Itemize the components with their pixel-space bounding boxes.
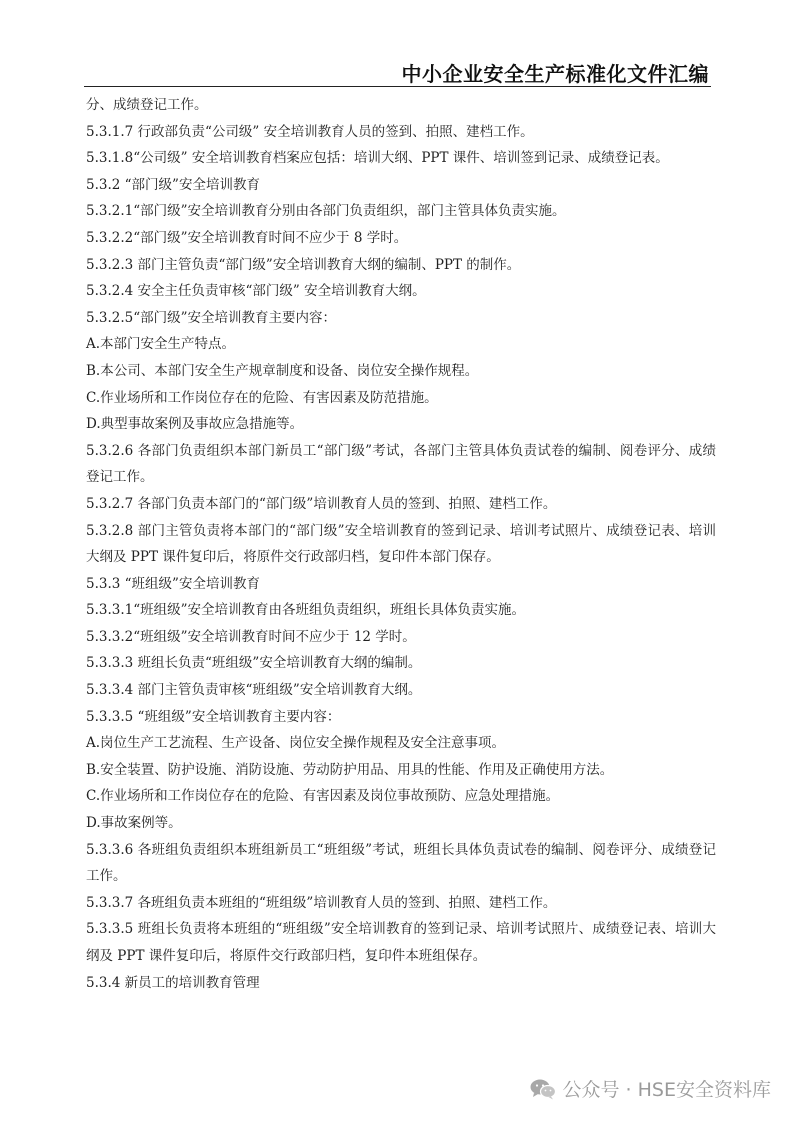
list-item: B.安全装置、防护设施、消防设施、劳动防护用品、用具的性能、作用及正确使用方法。 bbox=[86, 761, 614, 778]
paragraph: 5.3.2.1“部门级”安全培训教育分别由各部门负责组织，部门主管具体负责实施。 bbox=[86, 203, 566, 220]
paragraph: 5.3.3.6 各班组负责组织本班组新员工“班组级”考试，班组长具体负责试卷的编制、阅卷评分、成绩登记工作。 bbox=[86, 841, 716, 885]
paragraph: 5.3.3.1“班组级”安全培训教育由各班组负责组织，班组长具体负责实施。 bbox=[86, 602, 526, 619]
list-item: B.本公司、本部门安全生产规章制度和设备、岗位安全操作规程。 bbox=[86, 362, 479, 379]
section-heading: 5.3.3 “班组级”安全培训教育 bbox=[86, 575, 260, 592]
paragraph: 5.3.2.6 各部门负责组织本部门新员工“部门级”考试，各部门主管具体负责试卷的编制、阅卷评分、成绩登记工作。 bbox=[86, 442, 716, 486]
list-item: C.作业场所和工作岗位存在的危险、有害因素及防范措施。 bbox=[86, 389, 438, 406]
list-item: A.岗位生产工艺流程、生产设备、岗位安全操作规程及安全注意事项。 bbox=[86, 735, 506, 752]
paragraph: 5.3.3.2“班组级”安全培训教育时间不应少于 12 学时。 bbox=[86, 628, 416, 645]
section-heading: 5.3.4 新员工的培训教育管理 bbox=[86, 974, 260, 991]
watermark bbox=[529, 1075, 771, 1102]
list-item: A.本部门安全生产特点。 bbox=[86, 336, 236, 353]
section-heading: 5.3.2 “部门级”安全培训教育 bbox=[86, 176, 260, 193]
paragraph: 5.3.3.5 “班组级”安全培训教育主要内容： bbox=[86, 708, 341, 725]
paragraph: 5.3.2.5“部门级”安全培训教育主要内容： bbox=[86, 309, 337, 326]
paragraph: 分、成绩登记工作。 bbox=[86, 97, 208, 113]
header-divider bbox=[84, 86, 711, 87]
watermark-text: 公众号 · HSE安全资料库 bbox=[562, 1079, 771, 1101]
paragraph: 5.3.3.7 各班组负责本班组的“班组级”培训教育人员的签到、拍照、建档工作。 bbox=[86, 894, 557, 911]
paragraph: 5.3.3.4 部门主管负责审核“班组级”安全培训教育大纲。 bbox=[86, 682, 422, 699]
paragraph: 5.3.2.7 各部门负责本部门的“部门级”培训教育人员的签到、拍照、建档工作。 bbox=[86, 495, 557, 512]
document-body bbox=[86, 92, 716, 996]
paragraph: 5.3.3.5 班组长负责将本班组的“班组级”安全培训教育的签到记录、培训考试照片、成绩登记表、培训大纲及 PPT 课件复印后，将原件交行政部归档，复印件本班组保存。 bbox=[86, 921, 716, 964]
paragraph: 5.3.1.7 行政部负责“公司级” 安全培训教育人员的签到、拍照、建档工作。 bbox=[86, 123, 534, 140]
paragraph: 5.3.2.2“部门级”安全培训教育时间不应少于 8 学时。 bbox=[86, 229, 408, 246]
paragraph: 5.3.2.8 部门主管负责将本部门的“部门级”安全培训教育的签到记录、培训考试照片、成绩登记表、培训大纲及 PPT 课件复印后，将原件交行政部归档，复印件本部门保存。 bbox=[86, 522, 716, 566]
paragraph: 5.3.2.3 部门主管负责“部门级”安全培训教育大纲的编制、PPT 的制作。 bbox=[86, 256, 521, 273]
paragraph: 5.3.3.3 班组长负责“班组级”安全培训教育大纲的编制。 bbox=[86, 655, 422, 672]
paragraph: 5.3.2.4 安全主任负责审核“部门级” 安全培训教育大纲。 bbox=[86, 283, 426, 300]
list-item: D.典型事故案例及事故应急措施等。 bbox=[86, 416, 304, 433]
paragraph: 5.3.1.8“公司级” 安全培训教育档案应包括：培训大纲、PPT 课件、培训签到记录、成绩登记表。 bbox=[86, 150, 669, 167]
wechat-icon bbox=[529, 1078, 557, 1100]
list-item: C.作业场所和工作岗位存在的危险、有害因素及岗位事故预防、应急处理措施。 bbox=[86, 788, 560, 805]
list-item: D.事故案例等。 bbox=[86, 815, 182, 832]
document-header-title: 中小企业安全生产标准化文件汇编 bbox=[401, 62, 709, 86]
